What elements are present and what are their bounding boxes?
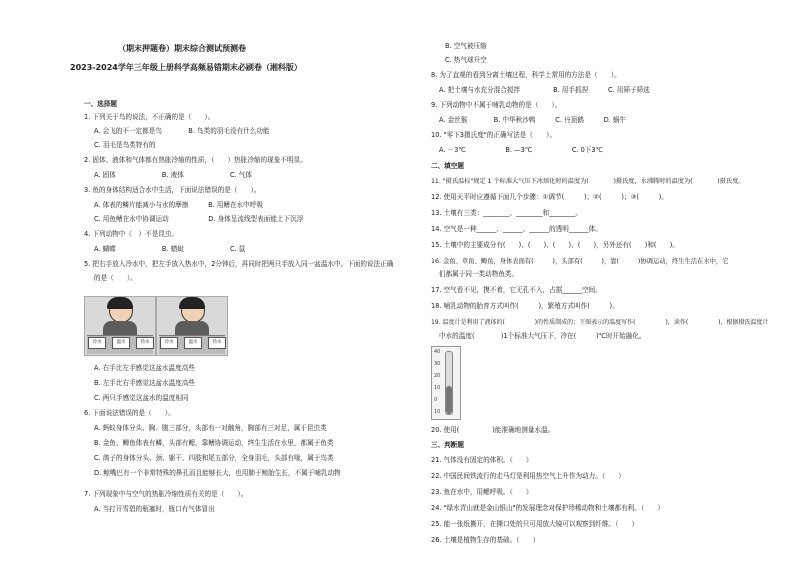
option-text: C. 热气球升空 [445,56,487,64]
option-text: C. 用鱼鳍在水中协调运动 D. 身体呈流线型表面能上下沉浮 [94,215,304,223]
scale-label: 0 [434,397,438,403]
question-text: 11. "摄氏温标"规定 1 个标准大气压下冰熔化时的温度为( )摄氏度，水沸腾时的温度为( )摄氏度。 [431,178,745,185]
option-text: B. 左手比右手感觉这盆水温度高些 [94,379,196,387]
right-page [397,0,794,562]
question-text: 12. 使用天平时应遵循下面几个步骤：①调节( )；②( )；③( )。 [431,193,668,201]
question-text: 7. 下列现象中与空气的热胀冷缩性质有关的是（ ）。 [84,490,248,498]
question-text: 6. 下面说法错误的是（ ）。 [84,409,175,417]
question-text: 们都属于同一类动物鱼类。 [439,270,519,278]
option-text: A. 金丝猴 B. 中华秋沙鸭 C. 丹顶鹤 D. 蜗牛 [439,116,627,124]
option-text: C. 两只手感觉这盆水的温度相同 [94,394,189,402]
question-text: 23. 鱼在水中，用鳃呼吸。（ ） [431,488,533,496]
scale-label: 40 [434,349,441,355]
boy-hair-icon [107,297,133,309]
question-text: 26. 土壤是植物生存的基础。（ ） [431,536,540,544]
thermometer-mercury [446,386,452,414]
option-text: A. 蚂蚁身体分头、胸、腹三部分，头部有一对触角，胸部有三对足，属于昆虫类 [94,424,327,432]
option-text: A. 体表的鳞片能减小与水的摩擦 B. 用鳍在水中呼吸 [94,201,263,209]
option-text: B. 金鱼、鲫鱼体表有鳞，头部有鳃，靠鳍协调运动，终生生活在水里，都属于鱼类 [94,439,334,447]
question-text: 16. 金鱼、草鱼、鲫鱼，身体表面有( )，头部有( )，靠( )协调运动，终生生活在水中，它 [431,258,729,265]
scale-label: 10 [434,385,441,391]
question-text: 9. 下列动物中不属于哺乳动物的是（ ）。 [431,101,562,109]
question-text: 24. "绿水青山就是金山银山"的发展理念对保护珍稀动物和土壤都有利。（ ） [431,504,664,512]
question-text: 3. 鱼的身体结构适合水中生活，下面说法错误的是（ ）。 [84,186,261,194]
question-text: 5. 把右手放入冷水中，把左手放入热水中，2分钟后，再同时把两只手放入同一盆温水中。下面的说法正确 [84,260,394,268]
scale-label: 10 [434,409,441,415]
option-text: A. 会飞的不一定都是鸟 B. 鸟类的羽毛没有什么功能 [94,127,270,135]
question-text: 1. 下列关于鸟的说法，不正确的是（ ）。 [84,113,215,121]
question-text: 4. 下列动物中（ ）不是昆虫。 [84,230,179,238]
basin-label: 冷水 [88,337,106,349]
basin-label: 温水 [184,337,202,349]
option-text: D. 鲸嘴巴有一个非常特殊的鼻孔而且能够长大，也用肺于鲸胎生长，不属于哺乳动物 [94,469,341,477]
question-text: 8. 为了直观的看到分离土壤过程，科学上常用的方法是（ ）。 [431,71,621,79]
question-text: 15. 土壤中的主要成分有( )、( )、( )、( )，另外还有( )和( )。 [431,241,679,249]
question-text: 20. 使用( )能准确地测量水温。 [431,426,555,434]
option-text: A. －3℃ B. —3℃ C. 0下3℃ [439,146,603,154]
question-text: 14. 空气是一种______、______、______的透明______体。 [431,225,602,233]
question-text: 25. 能一张纸撕开，在撕口处的只可用放大镜可以观察到纤维。（ ） [431,520,639,528]
question-text: 10. "零下3摄氏度"的正确写法是（ ）。 [431,131,557,139]
boy-hair-icon [179,297,205,309]
option-text: B. 空气被压缩 [445,42,487,50]
scale-label: 30 [434,361,441,367]
question-text: 17. 空气看不见，摸不着，它无孔不入，占据______空间。 [431,286,602,294]
exam-subtitle: 2023-2024学年三年级上册科学高频易错期末必刷卷（湘科版） [70,63,302,72]
basin-label: 温水 [112,337,130,349]
experiment-figure-2 [156,296,228,356]
thermometer-tube [445,351,453,415]
option-text: A. 固体 B. 液体 C. 气体 [94,171,252,179]
exam-title: （期末押题卷）期末综合测试预测卷 [118,44,246,53]
option-text: A. 蝴蝶 B. 蜻蜓 C. 鼠 [94,245,246,253]
question-text: 的是（ ）。 [94,274,137,282]
experiment-figure-1 [84,296,156,356]
option-text: A. 把土壤与水充分混合搅拌 B. 用手抓捏 C. 用筛子筛选 [439,86,650,94]
section-heading: 一、选择题 [84,100,117,108]
question-text: 中水的温度( )1个标准大气压下，冷在( )℃时开始融化。 [439,332,646,340]
question-text: 21. 气体没有固定的体积。（ ） [431,456,533,464]
thermometer-figure [431,346,461,420]
basin-label: 热水 [136,337,154,349]
basin-label: 冷水 [160,337,178,349]
option-text: C. 鸽子的身体分头、颈、躯干、四肢和尾五部分，全身羽毛，头部有喙，属于鸟类 [94,454,334,462]
question-text: 19. 温度计是利用了液体的( )的性质制成的；下图表示的温度写作( )，读作( )，根据摄氏温度计 [431,319,769,326]
scale-label: 20 [434,373,441,379]
question-text: 22. 中国民间铁流行的走马灯是利用热空气上升作为动力。（ ） [431,472,625,480]
option-text: A. 右手比左手感觉这盆水温度高些 [94,364,195,372]
question-text: 18. 哺乳动物的胎育方式叫作( )，繁殖方式叫作( )。 [431,302,619,310]
question-text: 13. 土壤有三类：________、________和________。 [431,209,583,217]
option-text: C. 羽毛是鸟类特有的 [94,141,156,149]
basin-label: 热水 [208,337,226,349]
question-text: 2. 固体、液体和气体都有热胀冷缩的性质，（ ）热胀冷缩的现象不明显。 [84,156,307,164]
section-heading: 三、判断题 [431,441,464,449]
section-heading: 二、填空题 [431,162,464,170]
option-text: A. 当打开雪碧的瓶塞时，瓶口有气体冒出 [94,505,215,513]
